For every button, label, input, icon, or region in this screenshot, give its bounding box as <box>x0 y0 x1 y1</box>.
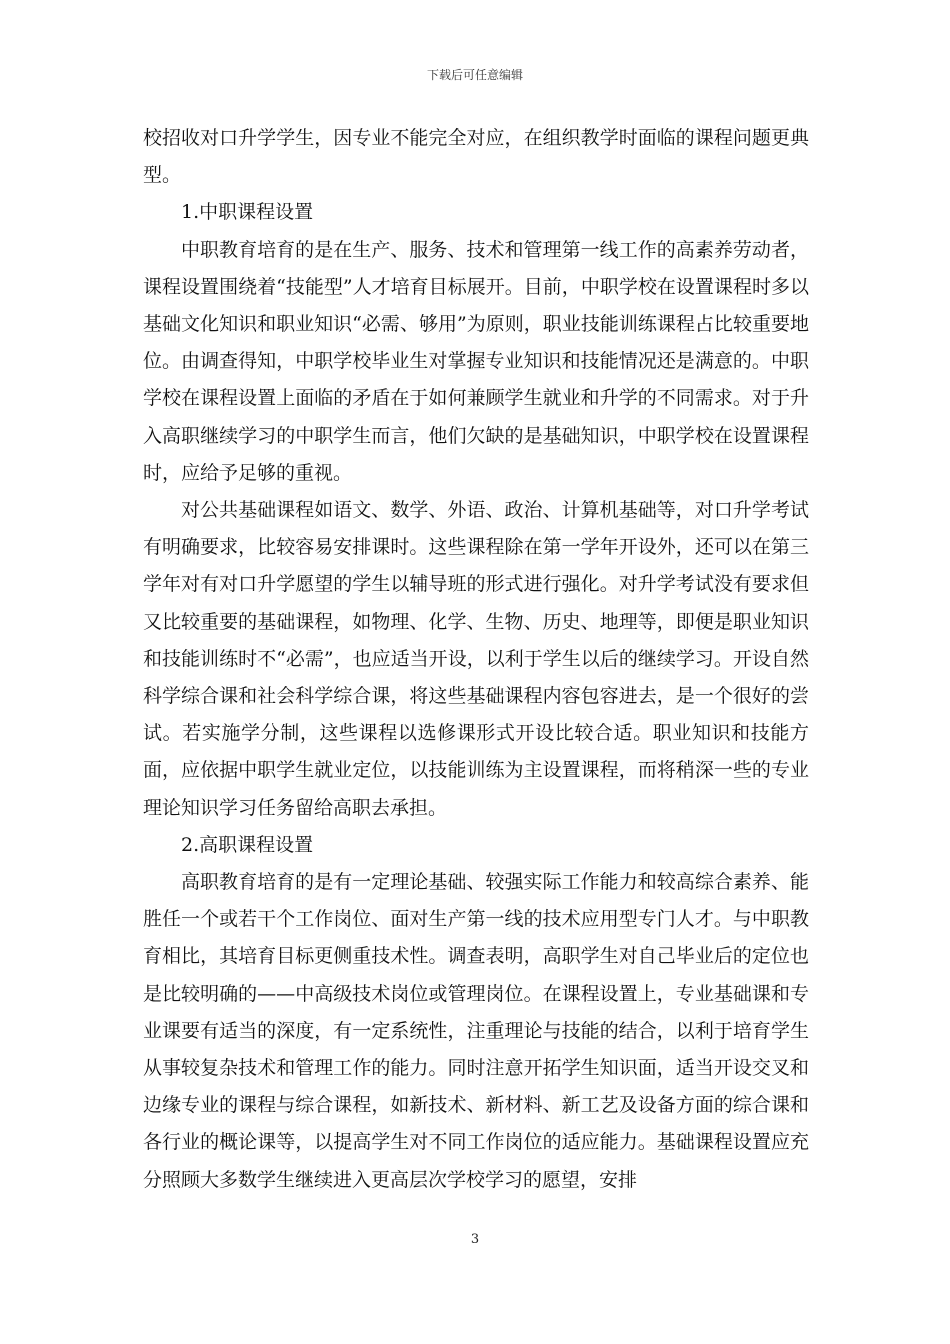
section-heading-2: 2.高职课程设置 <box>181 833 314 856</box>
paragraph: 高职教育培育的是有一定理论基础、较强实际工作能力和较高综合素养、能胜任一个或若干个工作岗位、面对生产第一线的技术应用型专门人才。与中职教育相比，其培育目标更侧重技术性。调查表明，高职学生对自己毕业后的定位也是比较明确的——中高级技术岗位或管理岗位。在课程设置上，专业基础课和专业课要有适当的深度，有一定系统性，注重理论与技能的结合，以利于培育学生从事较复杂技术和管理工作的能力。同时注意开拓学生知识面，适当开设交叉和边缘专业的课程与综合课程，如新技术、新材料、新工艺及设备方面的综合课和各行业的概论课等，以提高学生对不同工作岗位的适应能力。基础课程设置应充分照顾大多数学生继续进入更高层次学校学习的愿望，安排 <box>143 871 809 1191</box>
section-heading-1: 1.中职课程设置 <box>181 201 314 224</box>
document-body <box>143 120 809 1199</box>
page-header: 下载后可任意编辑 <box>426 68 523 82</box>
page-number: 3 <box>470 1232 480 1247</box>
paragraph: 对公共基础课程如语文、数学、外语、政治、计算机基础等，对口升学考试有明确要求，比较容易安排课时。这些课程除在第一学年开设外，还可以在第三学年对有对口升学愿望的学生以辅导班的形式进行强化。对升学考试没有要求但又比较重要的基础课程，如物理、化学、生物、历史、地理等，即便是职业知识和技能训练时不“必需”，也应适当开设，以利于学生以后的继续学习。开设自然科学综合课和社会科学综合课，将这些基础课程内容包容进去，是一个很好的尝试。若实施学分制，这些课程以选修课形式开设比较合适。职业知识和技能方面，应依据中职学生就业定位，以技能训练为主设置课程，而将稍深一些的专业理论知识学习任务留给高职去承担。 <box>143 499 809 819</box>
paragraph-continuation: 校招收对口升学学生，因专业不能完全对应，在组织教学时面临的课程问题更典型。 <box>143 127 809 187</box>
paragraph: 中职教育培育的是在生产、服务、技术和管理第一线工作的高素养劳动者，课程设置围绕着“技能型”人才培育目标展开。目前，中职学校在设置课程时多以基础文化知识和职业知识“必需、够用”为原则，职业技能训练课程占比较重要地位。由调查得知，中职学校毕业生对掌握专业知识和技能情况还是满意的。中职学校在课程设置上面临的矛盾在于如何兼顾学生就业和升学的不同需求。对于升入高职继续学习的中职学生而言，他们欠缺的是基础知识，中职学校在设置课程时，应给予足够的重视。 <box>143 238 809 484</box>
